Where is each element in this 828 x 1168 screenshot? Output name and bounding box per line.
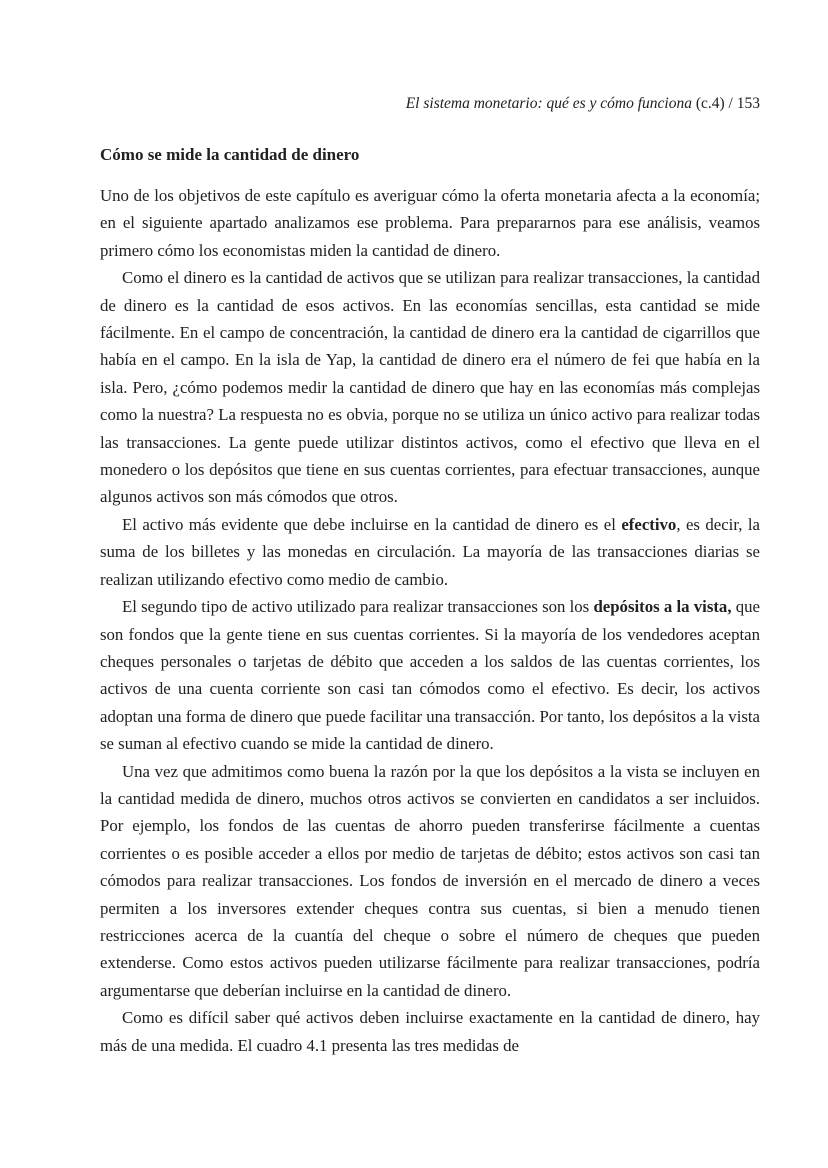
running-head-title: El sistema monetario: qué es y cómo funciona (405, 95, 692, 112)
running-head-chapter-page: (c.4) / 153 (691, 95, 760, 112)
bold-term: efectivo (621, 514, 677, 534)
text-run: Uno de los objetivos de este capítulo es averiguar cómo la oferta monetaria afecta a la economía; en el siguiente apartado analizamos ese problema. Para prepararnos para ese análisis, veamos primero cómo los economistas miden la cantidad de dinero. (100, 186, 760, 260)
paragraph (100, 511, 760, 593)
body-paragraphs (100, 182, 760, 1059)
text-run: Como el dinero es la cantidad de activos que se utilizan para realizar transacciones, la cantidad de dinero es la cantidad de esos activos. En las economías sencillas, esta cantidad se mide fácilmente. En el campo de concentración, la cantidad de dinero era la cantidad de cigarrillos que había en el campo. En la isla de Yap, la cantidad de dinero era el número de fei que había en la isla. Pero, ¿cómo podemos medir la cantidad de dinero que hay en las economías más complejas como la nuestra? La respuesta no es obvia, porque no se utiliza un único activo para realizar todas las transacciones. La gente puede utilizar distintos activos, como el efectivo que lleva en el monedero o los depósitos que tiene en sus cuentas corrientes, para efectuar transacciones, aunque algunos activos son más cómodos que otros. (100, 268, 760, 507)
paragraph (100, 1004, 760, 1059)
text-run: que son fondos que la gente tiene en sus cuentas corrientes. Si la mayoría de los vendedores aceptan cheques personales o tarjetas de débito que acceden a los saldos de las cuentas corrientes, los activos de una cuenta corriente son casi tan cómodos como el efectivo. Es decir, los activos adoptan una forma de dinero que puede facilitar una transacción. Por tanto, los depósitos a la vista se suman al efectivo cuando se mide la cantidad de dinero. (100, 597, 760, 754)
bold-term: depósitos a la vista, (593, 597, 732, 617)
section-heading: Cómo se mide la cantidad de dinero (100, 145, 360, 164)
running-head (100, 94, 760, 114)
paragraph (100, 182, 760, 264)
text-run: , es decir, la suma de los billetes y las monedas en circulación. La mayoría de las transacciones diarias se realizan utilizando efectivo como medio de cambio. (100, 514, 760, 589)
text-run: Una vez que admitimos como buena la razón por la que los depósitos a la vista se incluyen en la cantidad medida de dinero, muchos otros activos se convierten en candidatos a ser incluidos. Por ejemplo, los fondos de las cuentas de ahorro pueden transferirse fácilmente a cuentas corrientes o es posible acceder a ellos por medio de tarjetas de débito; estos activos son casi tan cómodos para realizar transacciones. Los fondos de inversión en el mercado de dinero a veces permiten a los inversores extender cheques contra sus cuentas, si bien a menudo tienen restricciones acerca de la cuantía del cheque o sobre el número de cheques que pueden extenderse. Como estos activos pueden utilizarse fácilmente para realizar transacciones, podría argumentarse que deberían incluirse en la cantidad de dinero. (100, 761, 760, 1000)
paragraph (100, 593, 760, 757)
text-run: El activo más evidente que debe incluirse en la cantidad de dinero es el (122, 514, 622, 534)
text-run: El segundo tipo de activo utilizado para realizar transacciones son los (122, 597, 594, 617)
paragraph (100, 758, 760, 1005)
text-run: Como es difícil saber qué activos deben incluirse exactamente en la cantidad de dinero, hay más de una medida. El cuadro 4.1 presenta las tres medidas de (100, 1008, 760, 1055)
paragraph (100, 264, 760, 511)
